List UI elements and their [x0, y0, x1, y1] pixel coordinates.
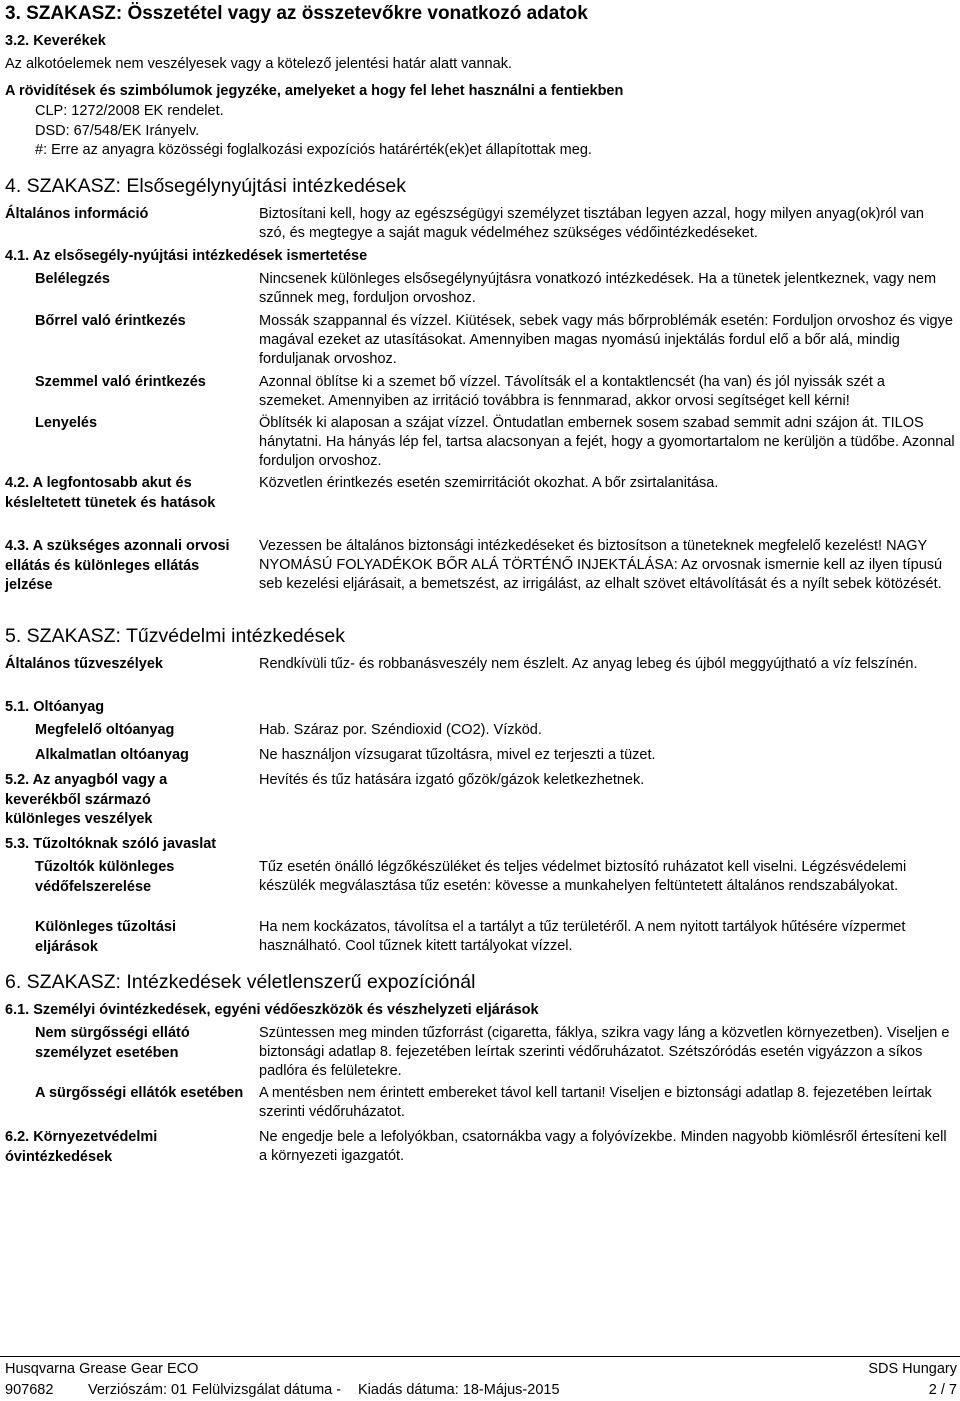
footer-issue-date: Kiadás dátuma: 18-Május-2015 [358, 1382, 560, 1398]
footer-version: Verziószám: 01 [88, 1382, 188, 1398]
section-3-heading: 3. SZAKASZ: Összetétel vagy az összetevőkre vonatkozó adatok [5, 3, 588, 24]
footer-divider [0, 1356, 960, 1357]
abbrev-item: CLP: 1272/2008 EK rendelet. [35, 103, 224, 119]
subsection-4-3-heading: 4.3. A szükséges azonnali orvosi ellátás és különleges ellátás jelzése [5, 538, 230, 593]
footer-product-name: Husqvarna Grease Gear ECO [5, 1361, 199, 1377]
unsuitable-media-text: Ne használjon vízsugarat tűzoltásra, mivel ez terjeszti a tüzet. [259, 747, 656, 763]
subsection-5-2-heading: 5.2. Az anyagból vagy a keverékből származó különleges veszélyek [5, 772, 168, 827]
emergency-responders-text: A mentésben nem érintett embereket távol kell tartani! Viseljen e biztonsági adatlap 8. fejezetében leírtak szerinti védőruházatot. [259, 1085, 932, 1120]
subsection-6-2-heading: 6.2. Környezetvédelmi óvintézkedések [5, 1129, 158, 1165]
subsection-5-1-heading: 5.1. Oltóanyag [5, 699, 105, 715]
subsection-3-2-heading: 3.2. Keverékek [5, 33, 106, 49]
non-emergency-text: Szüntessen meg minden tűzforrást (cigaretta, fáklya, szikra vagy láng a közvetlen környezetben). Viseljen e biztonsági adatlap 8. fejezetében leírtak szerinti védőruházatot. Szétszóródás esetén vigyázzon a síkos padlóra és felületekre. [259, 1025, 950, 1079]
medical-treatment-text: Vezessen be általános biztonsági intézkedéseket és biztosítson a tüneteknek megfelelő kezelést! NAGY NYOMÁSÚ FOLYADÉKOK BŐR ALÁ TÖRTÉNŐ INJEKTÁLÁSA: Az orvosnak ismernie kell az ilyen típusú seb kezelési eljárásait, a bemetszést, az irrigálást, az elhalt szövet eltávolítását és a nyílt sebek kötözését. [259, 538, 943, 592]
suitable-media-text: Hab. Száraz por. Széndioxid (CO2). Vízköd. [259, 722, 542, 738]
general-info-text: Biztosítani kell, hogy az egészségügyi személyzet tisztában legyen azzal, hogy milyen anyag(ok)ról van szó, és megtegye a saját maguk védelméhez szükséges védőintézkedéseket. [259, 206, 924, 241]
section-4-heading: 4. SZAKASZ: Elsősegélynyújtási intézkedések [5, 175, 407, 197]
section-6-heading: 6. SZAKASZ: Intézkedések véletlenszerű expozíciónál [5, 971, 476, 993]
ingestion-label: Lenyelés [35, 415, 98, 431]
abbrev-item: DSD: 67/548/EK Irányelv. [35, 123, 200, 139]
firefighter-equipment-label: Tűzoltók különleges védőfelszerelése [35, 859, 175, 895]
footer-sds-label: SDS Hungary [868, 1361, 957, 1377]
footer-doc-number: 907682 [5, 1382, 54, 1398]
firefighter-equipment-text: Tűz esetén önálló légzőkészüléket és teljes védelmet biztosító ruházatot kell viselni. Légzésvédelemi készülék megválasztása tűz esetén: kövesse a munkahelyen feltüntetett általános rendszabályokat. [259, 859, 907, 894]
subsection-4-2-heading: 4.2. A legfontosabb akut és késleltetett tünetek és hatások [5, 475, 216, 511]
general-fire-hazards-label: Általános tűzveszélyek [5, 656, 163, 672]
general-fire-hazards-text: Rendkívüli tűz- és robbanásveszély nem észlelt. Az anyag lebeg és újból meggyújtható a víz felszínén. [259, 656, 918, 672]
subsection-6-1-heading: 6.1. Személyi óvintézkedések, egyéni védőeszközök és vészhelyzeti eljárások [5, 1002, 539, 1018]
special-hazards-text: Hevítés és tűz hatására izgató gőzök/gázok keletkezhetnek. [259, 772, 645, 788]
inhalation-label: Belélegzés [35, 271, 110, 287]
skin-contact-label: Bőrrel való érintkezés [35, 313, 186, 329]
unsuitable-media-label: Alkalmatlan oltóanyag [35, 747, 189, 763]
subsection-4-1-heading: 4.1. Az elsősegély-nyújtási intézkedések ismertetése [5, 248, 368, 264]
firefighting-procedures-label: Különleges tűzoltási eljárások [35, 919, 176, 955]
suitable-media-label: Megfelelő oltóanyag [35, 722, 175, 738]
skin-contact-text: Mossák szappannal és vízzel. Kiütések, sebek vagy más bőrproblémák esetén: Forduljon orvoshoz és vigye magával ezeket az utasításokat. Amennyiben magas nyomású injektálás fordul elő a bőr alá, mindig forduljanak orvoshoz. [259, 313, 953, 367]
general-info-label: Általános információ [5, 206, 149, 222]
mixture-note: Az alkotóelemek nem veszélyesek vagy a kötelező jelentési határ alatt vannak. [5, 56, 512, 72]
ingestion-text: Öblítsék ki alaposan a szájat vízzel. Öntudatlan embernek sosem szabad semmit adni szájon át. TILOS hánytatni. Ha hányás lép fel, tartsa alacsonyan a fejét, hogy a gyomortartalom ne kerüljön a tüdőbe. Azonnal forduljon orvoshoz. [259, 415, 955, 469]
firefighting-procedures-text: Ha nem kockázatos, távolítsa el a tartályt a tűz területéről. A nem nyitott tartályok hűtésére vízpermet használható. Cool tűznek kitett tartályokat vízzel. [259, 919, 906, 954]
inhalation-text: Nincsenek különleges elsősegélynyújtásra vonatkozó intézkedések. Ha a tünetek jelentkeznek, vagy nem szűnnek meg, forduljon orvoshoz. [259, 271, 937, 306]
emergency-responders-label: A sürgősségi ellátók esetében [35, 1085, 244, 1101]
non-emergency-label: Nem sürgősségi ellátó személyzet esetében [35, 1025, 190, 1061]
subsection-5-3-heading: 5.3. Tűzoltóknak szóló javaslat [5, 836, 217, 852]
abbrev-heading: A rövidítések és szimbólumok jegyzéke, amelyeket a hogy fel lehet használni a fentiekben [5, 83, 624, 99]
environmental-text: Ne engedje bele a lefolyókban, csatornákba vagy a folyóvízekbe. Minden nagyobb kiömlésről értesíteni kell a környezeti igazgatót. [259, 1129, 947, 1164]
eye-contact-text: Azonnal öblítse ki a szemet bő vízzel. Távolítsák el a kontaktlencsét (ha van) és jól nyissák szét a szemeket. Amennyiben az irritáció továbbra is fennmarad, akkor orvosi segítséget kell kérni! [259, 374, 885, 409]
symptoms-text: Közvetlen érintkezés esetén szemirritációt okozhat. A bőr zsirtalanitása. [259, 475, 719, 491]
section-5-heading: 5. SZAKASZ: Tűzvédelmi intézkedések [5, 625, 345, 647]
abbrev-item: #: Erre az anyagra közösségi foglalkozási expozíciós határérték(ek)et állapítottak meg. [35, 142, 592, 158]
footer-page-number: 2 / 7 [928, 1382, 957, 1398]
footer-revision-date: Felülvizsgálat dátuma - [192, 1382, 342, 1398]
eye-contact-label: Szemmel való érintkezés [35, 374, 206, 390]
